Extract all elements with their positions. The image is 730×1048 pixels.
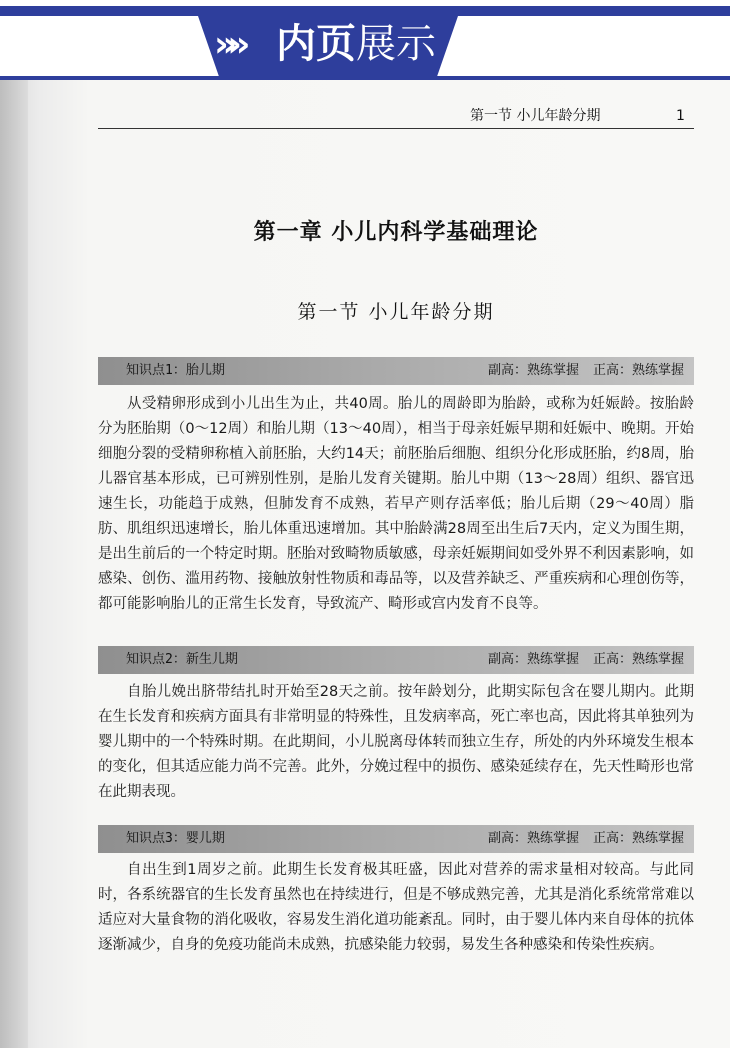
knowledge-point-paragraph: 自胎儿娩出脐带结扎时开始至28天之前。按年龄划分，此期实际包含在婴儿期内。此期在生长发育和疾病方面具有非常明显的特殊性，且发病率高，死亡率也高，因此将其单独列为婴儿期中的一个特殊时期。在此期间，小儿脱离母体转而独立生存，所处的内外环境发生根本的变化，但其适应能力尚不完善。此外，分娩过程中的损伤、感染延续存在，先天性畸形也常在此期表现。	[98, 684, 694, 800]
knowledge-point-bar	[98, 825, 694, 853]
chapter-title: 第一章 小儿内科学基础理论	[253, 219, 539, 245]
running-head	[470, 104, 690, 128]
knowledge-point-levels	[488, 825, 684, 853]
knowledge-point-bar	[98, 646, 694, 674]
banner-stripe	[0, 6, 730, 16]
senior-level: 正高：熟练掌握	[592, 652, 684, 667]
banner-title-light: 展示	[356, 21, 436, 67]
header-rule	[98, 128, 694, 129]
knowledge-point-bar	[98, 357, 694, 385]
knowledge-point-levels	[488, 646, 684, 674]
page-edge-shadow	[0, 80, 28, 1048]
associate-level: 副高：熟练掌握	[487, 831, 579, 846]
associate-level: 副高：熟练掌握	[487, 652, 579, 667]
knowledge-point-levels	[488, 357, 684, 385]
senior-level: 正高：熟练掌握	[592, 831, 684, 846]
knowledge-point-label: 知识点1：胎儿期	[126, 363, 225, 378]
knowledge-point-paragraph: 自出生到1周岁之前。此期生长发育极其旺盛，因此对营养的需求量相对较高。与此同时，各系统器官的生长发育虽然也在持续进行，但是不够成熟完善，尤其是消化系统常常难以适应对大量食物的消化吸收，容易发生消化道功能紊乱。同时，由于婴儿体内来自母体的抗体逐渐减少，自身的免疫功能尚未成熟，抗感染能力较弱，易发生各种感染和传染性疾病。	[98, 862, 694, 953]
knowledge-point-paragraph: 从受精卵形成到小儿出生为止，共40周。胎儿的周龄即为胎龄，或称为妊娠龄。按胎龄分为胚胎期（0～12周）和胎儿期（13～40周），相当于母亲妊娠早期和妊娠中、晚期。开始细胞分裂的受精卵称植入前胚胎，大约14天；前胚胎后细胞、组织分化形成胚胎，约8周，胎儿器官基本形成，已可辨别性别，是胎儿发育关键期。胎儿中期（13～28周）组织、器官迅速生长，功能趋于成熟，但肺发育不成熟，若早产则存活率低；胎儿后期（29～40周）脂肪、肌组织迅速增长，胎儿体重迅速增加。其中胎龄满28周至出生后7天内，定义为围生期，是出生前后的一个特定时期。胚胎对致畸物质敏感，母亲妊娠期间如受外界不利因素影响，如感染、创伤、滥用药物、接触放射性物质和毒品等，以及营养缺乏、严重疾病和心理创伤等，都可能影响胎儿的正常生长发育，导致流产、畸形或宫内发育不良等。	[98, 396, 694, 612]
banner-title-bold: 内页	[276, 21, 356, 67]
top-banner	[0, 0, 730, 80]
page-number: 1	[676, 108, 685, 124]
section-title: 第一节 小儿年龄分期	[297, 301, 495, 323]
banner-title	[276, 19, 436, 69]
knowledge-point-label: 知识点2：新生儿期	[126, 652, 238, 667]
senior-level: 正高：熟练掌握	[592, 363, 684, 378]
running-head-section: 第一节 小儿年龄分期	[470, 108, 601, 124]
associate-level: 副高：熟练掌握	[487, 363, 579, 378]
knowledge-point-label: 知识点3：婴儿期	[126, 831, 225, 846]
book-page	[0, 80, 730, 1048]
chevrons-icon: »»	[214, 24, 241, 65]
